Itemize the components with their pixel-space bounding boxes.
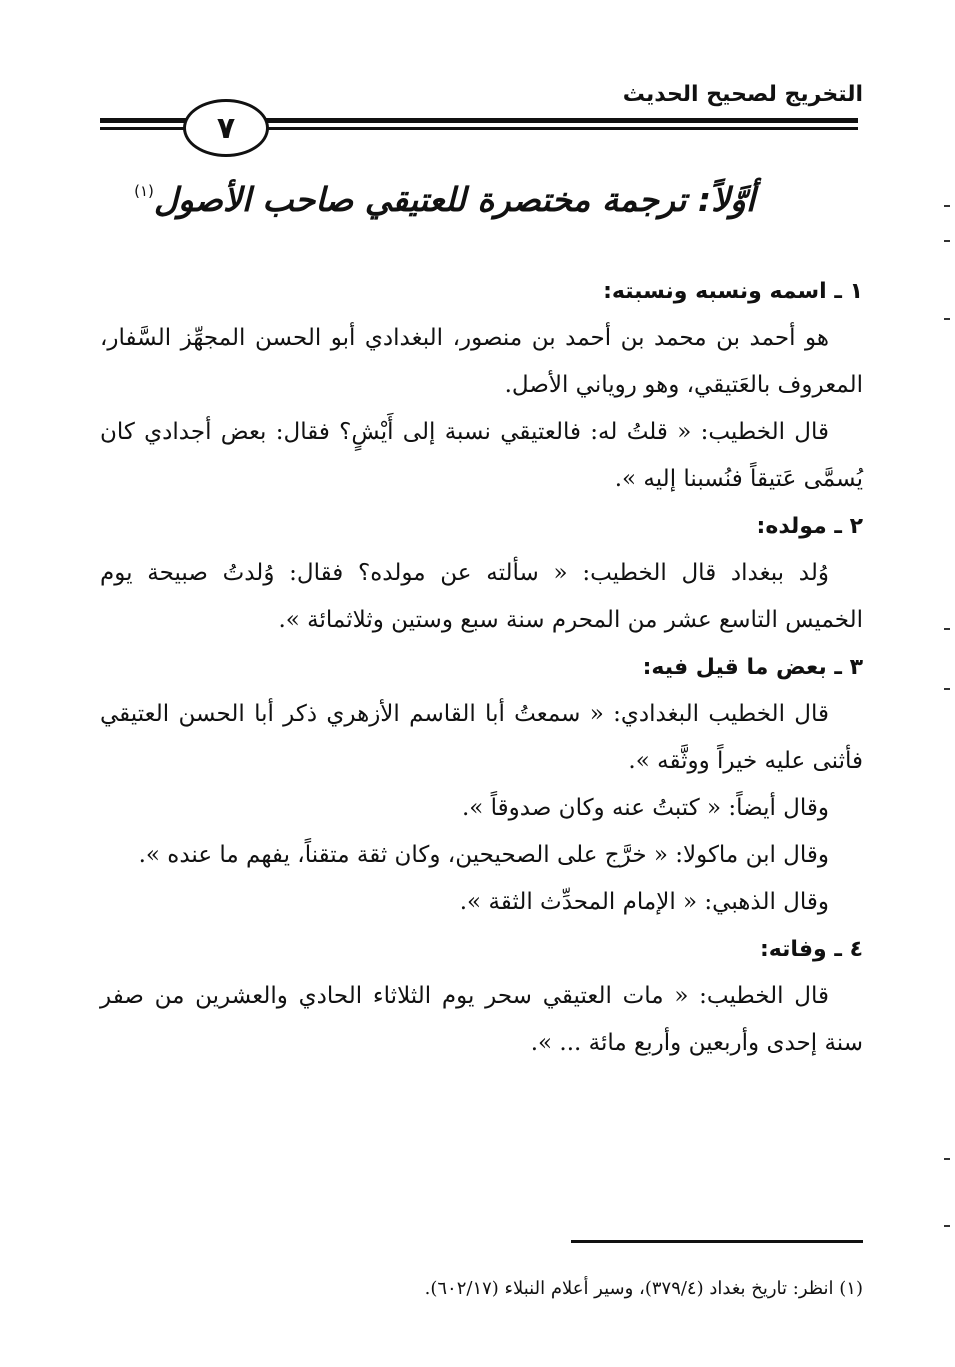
- subheading-birth: ٢ ـ مولده:: [756, 514, 863, 539]
- scan-edge-mark: [944, 1158, 950, 1160]
- paragraph: قال الخطيب البغدادي: « سمعتُ أبا القاسم الأزهري ذكر أبا الحسن العتيقي فأثنى عليه خيراً ووثَّقه ».: [100, 701, 863, 774]
- subheading-opinions: ٣ ـ بعض ما قيل فيه:: [642, 655, 863, 680]
- paragraph: هو أحمد بن محمد بن أحمد بن منصور، البغدادي أبو الحسن المجهِّز السَّفار، المعروف بالعَتيقي، وهو روياني الأصل.: [100, 325, 863, 398]
- paragraph: قال الخطيب: « مات العتيقي سحر يوم الثلاثاء الحادي والعشرين من صفر سنة إحدى وأربعين وأربع مائة ... ».: [100, 983, 863, 1056]
- running-header-title: التخريج لصحيح الحديث: [622, 82, 863, 107]
- scan-edge-mark: [944, 240, 950, 242]
- section-title: [134, 180, 755, 219]
- subheading-death: ٤ ـ وفاته:: [759, 937, 863, 962]
- scan-edge-mark: [944, 1225, 950, 1227]
- scan-edge-mark: [944, 205, 950, 207]
- subheading-name-lineage: ١ ـ اسمه ونسبه ونسبته:: [603, 279, 863, 304]
- paragraph: وقال أيضاً: « كتبتُ عنه وكان صدوقاً ».: [461, 795, 829, 821]
- paragraph: وقال ابن ماكولا: « خرَّج على الصحيحين، وكان ثقة متقناً، يفهم ما عنده ».: [138, 842, 829, 868]
- scan-edge-mark: [944, 688, 950, 690]
- paragraph: وُلد ببغداد قال الخطيب: « سألته عن مولده؟ فقال: وُلدتُ صبيحة يوم الخميس التاسع عشر من المحرم سنة سبع وستين وثلاثمائة ».: [100, 560, 863, 633]
- body-text: [100, 268, 863, 1067]
- scan-edge-mark: [944, 318, 950, 320]
- scan-edge-mark: [944, 628, 950, 630]
- footnote-separator: [571, 1240, 863, 1243]
- paragraph: قال الخطيب: « قلتُ له: فالعتيقي نسبة إلى أَيْشٍ؟ فقال: بعض أجدادي كان يُسمَّى عَتيقاً فنُسبنا إليه ».: [100, 419, 863, 492]
- page-number: ٧: [216, 110, 236, 146]
- footnote: (١) انظر: تاريخ بغداد (٣٧٩/٤)، وسير أعلام النبلاء (٦٠٢/١٧).: [424, 1278, 863, 1299]
- page-number-badge: [183, 99, 269, 157]
- paragraph: وقال الذهبي: « الإمام المحدِّث الثقة ».: [459, 889, 829, 915]
- footnote-marker: (١): [134, 182, 154, 200]
- section-title-text: أوَّلاً: ترجمة مختصرة للعتيقي صاحب الأصول: [153, 180, 755, 219]
